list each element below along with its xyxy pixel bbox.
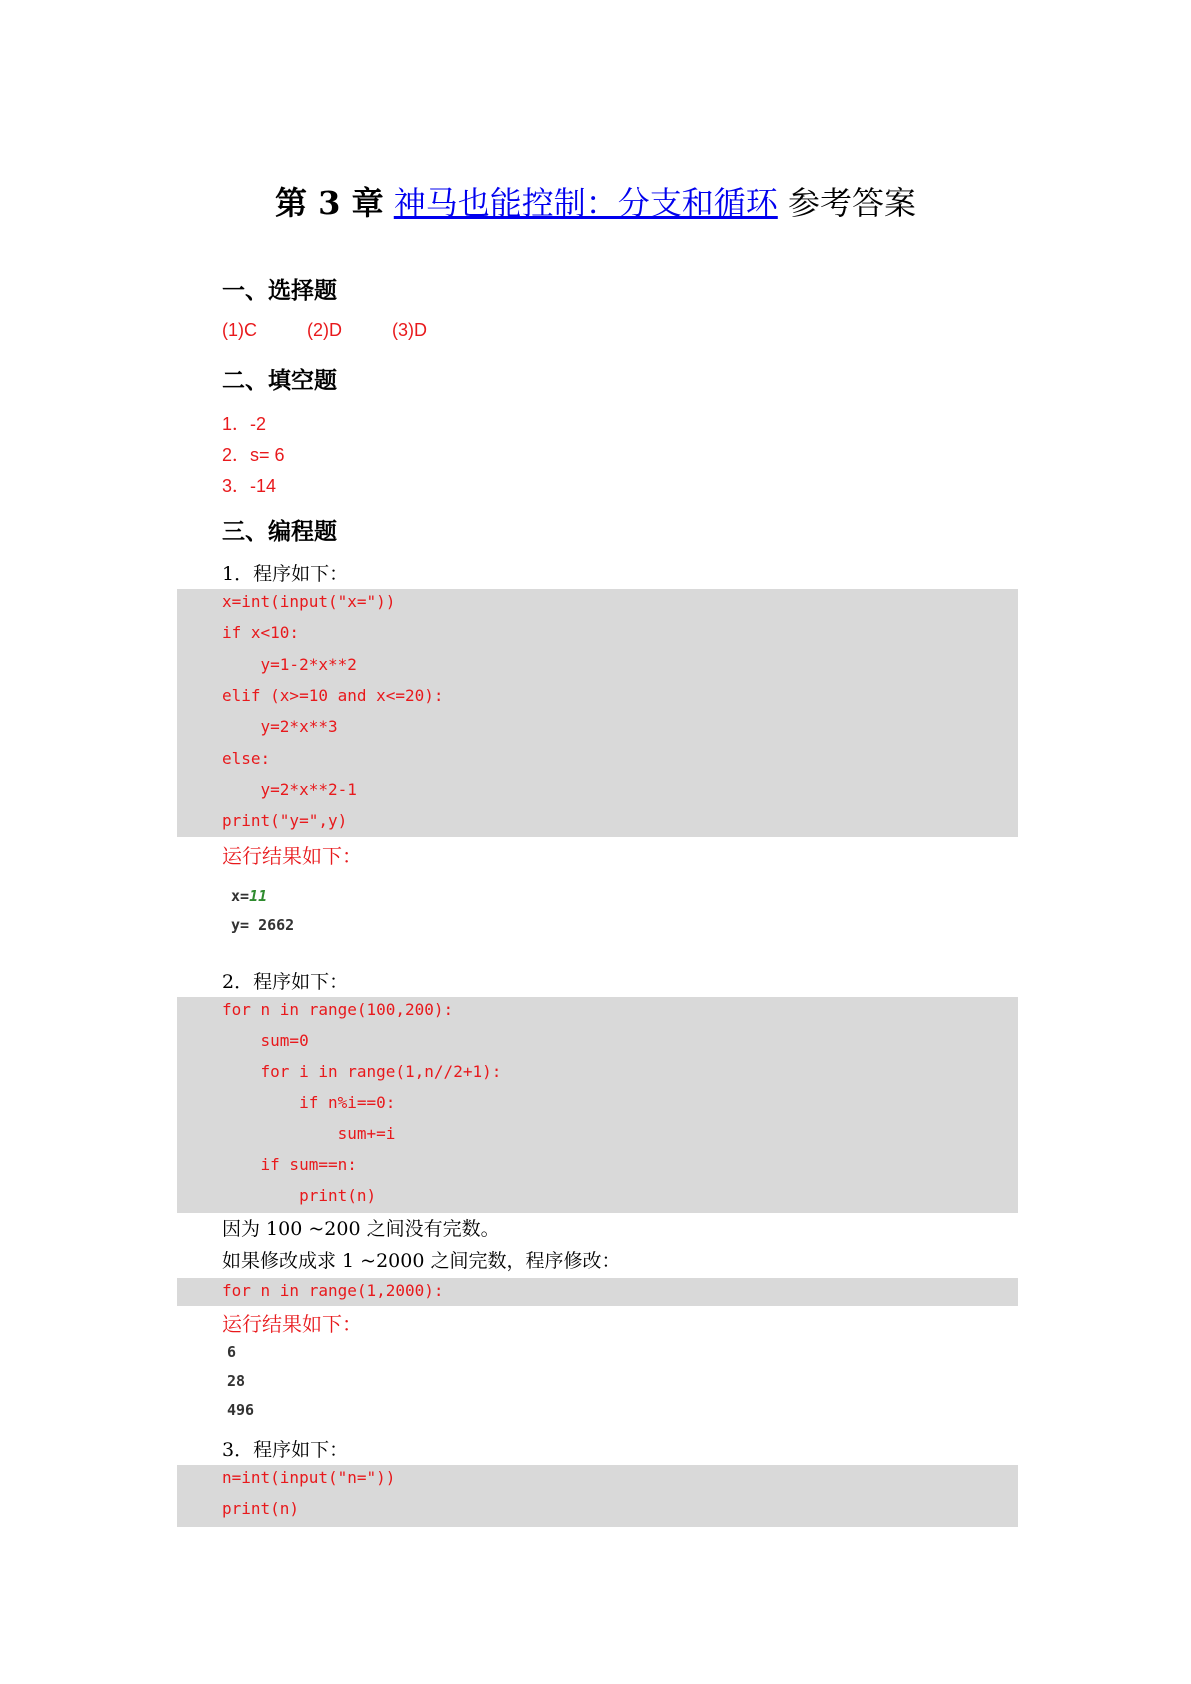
q1-result-label: 运行结果如下： xyxy=(222,844,362,868)
choice-answer: (2)D xyxy=(307,320,342,340)
q1-output-result: y= 2662 xyxy=(231,916,295,934)
code-line: n=int(input("n=")) xyxy=(222,1468,396,1487)
chapter-topic-link[interactable]: 神马也能控制：分支和循环 xyxy=(393,184,778,222)
section-heading-programming: 三、编程题 xyxy=(222,519,337,545)
q2-note-no-perfect: 因为 100 ~200 之间没有完数。 xyxy=(222,1218,500,1240)
q3-intro: 3．程序如下： xyxy=(222,1439,349,1461)
code-line: sum+=i xyxy=(222,1124,396,1143)
code-line: if x<10: xyxy=(222,623,300,642)
q2-modified-code-block xyxy=(177,1278,1018,1306)
q2-note-modify: 如果修改成求 1 ~2000 之间完数，程序修改： xyxy=(222,1250,621,1272)
page-title xyxy=(0,178,1191,224)
code-line: y=1-2*x**2 xyxy=(222,655,357,674)
q2-intro: 2．程序如下： xyxy=(222,971,349,993)
q2-result-label: 运行结果如下： xyxy=(222,1312,362,1336)
code-line: print(n) xyxy=(222,1186,377,1205)
q2-output: 28 xyxy=(227,1372,246,1390)
q2-code-block xyxy=(177,997,1018,1213)
output-input-value: 11 xyxy=(249,887,268,905)
choice-answer: (3)D xyxy=(392,320,427,340)
code-line: elif (x>=10 and x<=20): xyxy=(222,686,444,705)
q1-code-block xyxy=(177,589,1018,837)
code-line: for i in range(1,n//2+1): xyxy=(222,1062,502,1081)
code-line: for n in range(1,2000): xyxy=(222,1281,444,1300)
choice-answer: (1)C xyxy=(222,320,257,340)
code-line: else: xyxy=(222,749,271,768)
fill-answer: 3．-14 xyxy=(222,476,277,496)
code-line: y=2*x**2-1 xyxy=(222,780,357,799)
code-line: for n in range(100,200): xyxy=(222,1000,454,1019)
title-suffix: 参考答案 xyxy=(787,184,916,222)
q3-code-block xyxy=(177,1465,1018,1527)
output-prompt: x= xyxy=(231,887,250,905)
code-line: x=int(input("x=")) xyxy=(222,592,396,611)
q1-output-line xyxy=(231,887,267,905)
code-line: if n%i==0: xyxy=(222,1093,396,1112)
code-line: if sum==n: xyxy=(222,1155,357,1174)
choice-answers xyxy=(222,320,477,341)
q2-output: 496 xyxy=(227,1401,255,1419)
fill-answer: 1．-2 xyxy=(222,414,267,434)
chapter-number: 第 3 章 xyxy=(275,184,384,222)
section-heading-fill: 二、填空题 xyxy=(222,368,337,394)
fill-answer: 2．s= 6 xyxy=(222,445,285,465)
code-line: print(n) xyxy=(222,1499,300,1518)
section-heading-choice: 一、选择题 xyxy=(222,278,337,304)
q1-intro: 1．程序如下： xyxy=(222,563,349,585)
q2-output: 6 xyxy=(227,1343,237,1361)
code-line: print("y=",y) xyxy=(222,811,348,830)
code-line: y=2*x**3 xyxy=(222,717,338,736)
code-line: sum=0 xyxy=(222,1031,309,1050)
